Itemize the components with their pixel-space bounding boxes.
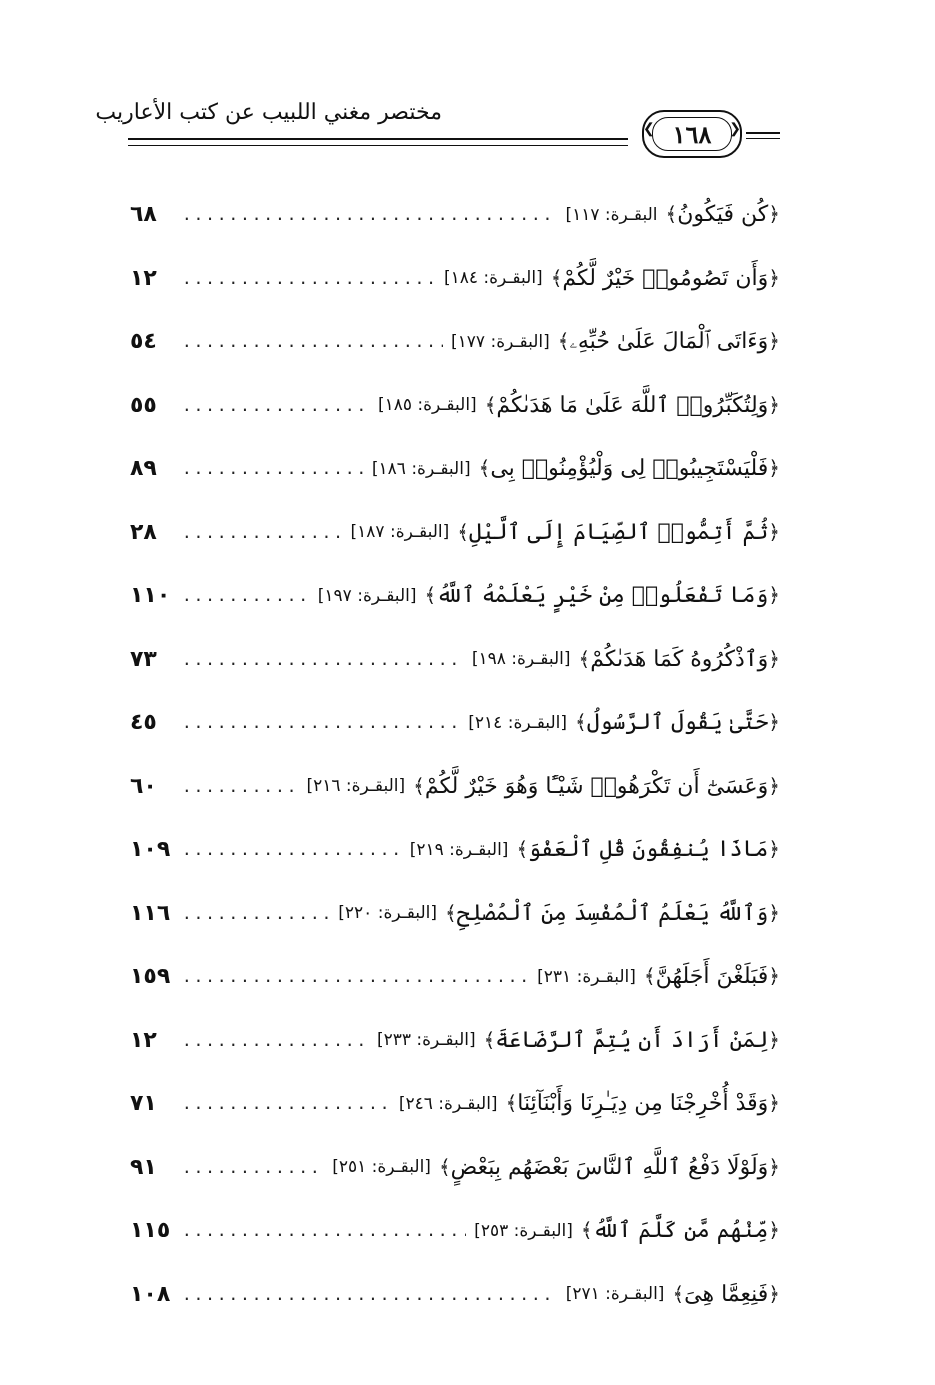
- entry-page-number: ١١٦: [130, 900, 171, 926]
- verse-reference: [البقـرة: ٢٥٣]: [474, 1220, 573, 1241]
- verse-reference: [البقـرة: ٢٣٣]: [376, 1030, 476, 1051]
- header-rule: [128, 145, 628, 146]
- index-entry: [130, 183, 780, 247]
- page-number-frame: [642, 110, 742, 158]
- leader-dots: [182, 1094, 391, 1113]
- leader-dots: [182, 1285, 558, 1304]
- verse-text: ﴿وَلَوْلَا دَفْعُ ٱللَّهِ ٱلنَّاسَ بَعْضَهُم بِبَعْضٍ﴾: [438, 1154, 780, 1180]
- entry-page-number: ١١٠: [130, 583, 171, 609]
- leader-dots: [182, 586, 310, 605]
- ornament-icon: ❮: [643, 121, 655, 137]
- verse-text: ﴿لِمَنْ أَرَادَ أَن يُتِمَّ ٱلرَّضَاعَةَ﴾: [483, 1027, 780, 1053]
- leader-dots: [182, 1221, 466, 1240]
- entry-page-number: ١٠٨: [130, 1281, 171, 1307]
- verse-reference: [البقـرة: ٢٥١]: [332, 1157, 431, 1178]
- page-header: [95, 88, 780, 158]
- verse-reference: [البقـرة: ١٨٤]: [443, 268, 543, 289]
- verse-text: ﴿وَءَاتَى ٱلْمَالَ عَلَىٰ حُبِّهِۦ﴾: [557, 329, 780, 355]
- verse-reference: [البقـرة: ١٨٥]: [377, 395, 477, 416]
- index-entry: [130, 374, 780, 438]
- verse-text: ﴿وَقَدْ أُخْرِجْنَا مِن دِيَـٰرِنَا وَأَبْنَآئِنَا﴾: [505, 1091, 780, 1117]
- verse-index-list: [130, 183, 780, 1326]
- verse-text: ﴿وَأَن تَصُومُوا۟ خَيْرٌ لَّكُمْ﴾: [550, 265, 780, 291]
- leader-dots: [182, 650, 464, 669]
- header-rule: [128, 138, 628, 140]
- index-entry: [130, 691, 780, 755]
- index-entry: [130, 1263, 780, 1327]
- verse-text: ﴿فَبَلَغْنَ أَجَلَهُنَّ﴾: [643, 964, 780, 990]
- verse-text: ﴿مَاذَا يُنفِقُونَ قُلِ ٱلْعَفْوَ﴾: [516, 837, 780, 863]
- entry-page-number: ١٢: [130, 265, 157, 291]
- verse-reference: [البقـرة: ٢١٦]: [306, 776, 406, 797]
- index-entry: [130, 501, 780, 565]
- index-entry: [130, 1072, 780, 1136]
- leader-dots: [182, 205, 557, 224]
- verse-text: ﴿وَٱللَّهُ يَعْلَمُ ٱلْمُفْسِدَ مِنَ ٱلْمُصْلِحِ﴾: [444, 900, 780, 926]
- leader-dots: [182, 269, 436, 288]
- verse-text: ﴿مِّنْهُم مَّن كَلَّمَ ٱللَّهُ﴾: [580, 1218, 780, 1244]
- entry-page-number: ١٠٩: [130, 837, 171, 863]
- verse-text: ﴿فَنِعِمَّا هِىَ﴾: [672, 1281, 780, 1307]
- verse-reference: [البقـرة: ٢٧١]: [565, 1284, 665, 1305]
- verse-reference: [البقـرة: ٢٢٠]: [338, 903, 437, 924]
- leader-dots: [182, 840, 402, 859]
- verse-reference: [البقـرة: ١٧٧]: [451, 331, 550, 352]
- index-entry: [130, 1199, 780, 1263]
- verse-reference: [البقـرة: ١٨٧]: [350, 522, 450, 543]
- verse-text: ﴿ثُمَّ أَتِمُّوا۟ ٱلصِّيَامَ إِلَى ٱلَّيْلِ﴾: [457, 519, 780, 545]
- index-entry: [130, 564, 780, 628]
- verse-reference: [البقـرة: ٢٣١]: [537, 966, 636, 987]
- book-title: مختصر مغني اللبيب عن كتب الأعاريب: [95, 100, 442, 125]
- entry-page-number: ٢٨: [130, 519, 157, 545]
- leader-dots: [182, 396, 370, 415]
- entry-page-number: ١٥٩: [130, 964, 171, 990]
- entry-page-number: ١٢: [130, 1027, 157, 1053]
- entry-page-number: ٦٠: [130, 773, 157, 799]
- verse-reference: [البقـرة: ٢١٤]: [468, 712, 567, 733]
- verse-reference: [البقـرة: ١٩٧]: [317, 585, 417, 606]
- index-entry: [130, 945, 780, 1009]
- index-entry: [130, 628, 780, 692]
- page-number: ١٦٨: [672, 119, 712, 149]
- index-entry: [130, 1136, 780, 1200]
- index-entry: [130, 1009, 780, 1073]
- verse-text: ﴿وَٱذْكُرُوهُ كَمَا هَدَىٰكُمْ﴾: [578, 646, 780, 672]
- header-rule: [746, 138, 780, 139]
- leader-dots: [182, 1031, 369, 1050]
- index-entry: [130, 247, 780, 311]
- entry-page-number: ١١٥: [130, 1218, 171, 1244]
- verse-reference: [البقـرة: ٢١٩]: [409, 839, 509, 860]
- entry-page-number: ٩١: [130, 1154, 157, 1180]
- verse-text: ﴿وَلِتُكَبِّرُوا۟ ٱللَّهَ عَلَىٰ مَا هَدَىٰكُمْ﴾: [484, 392, 780, 418]
- entry-page-number: ٧٣: [130, 646, 157, 672]
- leader-dots: [182, 1158, 324, 1177]
- entry-page-number: ٥٥: [130, 392, 157, 418]
- leader-dots: [182, 713, 460, 732]
- leader-dots: [182, 523, 343, 542]
- leader-dots: [182, 332, 443, 351]
- leader-dots: [182, 967, 529, 986]
- index-entry: [130, 882, 780, 946]
- verse-reference: البقـرة: ١١٧]: [565, 204, 658, 225]
- index-entry: [130, 755, 780, 819]
- verse-text: ﴿كُن فَيَكُونُ﴾: [665, 202, 780, 228]
- verse-text: ﴿وَعَسَىٰٓ أَن تَكْرَهُوا۟ شَيْـًٔا وَهُوَ خَيْرٌ لَّكُمْ﴾: [413, 773, 780, 799]
- header-rule: [746, 132, 780, 134]
- verse-reference: [البقـرة: ١٨٦]: [371, 458, 471, 479]
- index-entry: [130, 437, 780, 501]
- verse-text: ﴿حَتَّىٰ يَقُولَ ٱلرَّسُولُ﴾: [574, 710, 780, 736]
- entry-page-number: ٥٤: [130, 329, 157, 355]
- entry-page-number: ٧١: [130, 1091, 157, 1117]
- verse-text: ﴿وَمَا تَفْعَلُوا۟ مِنْ خَيْرٍ يَعْلَمْهُ ٱللَّهُ﴾: [424, 583, 780, 609]
- entry-page-number: ٦٨: [130, 202, 157, 228]
- entry-page-number: ٤٥: [130, 710, 157, 736]
- ornament-icon: ❯: [729, 121, 741, 137]
- verse-reference: [البقـرة: ٢٤٦]: [398, 1093, 498, 1114]
- leader-dots: [182, 459, 364, 478]
- entry-page-number: ٨٩: [130, 456, 157, 482]
- verse-text: ﴿فَلْيَسْتَجِيبُوا۟ لِى وَلْيُؤْمِنُوا۟ بِى﴾: [478, 456, 780, 482]
- leader-dots: [182, 904, 330, 923]
- leader-dots: [182, 777, 298, 796]
- index-entry: [130, 310, 780, 374]
- index-entry: [130, 818, 780, 882]
- verse-reference: [البقـرة: ١٩٨]: [471, 649, 571, 670]
